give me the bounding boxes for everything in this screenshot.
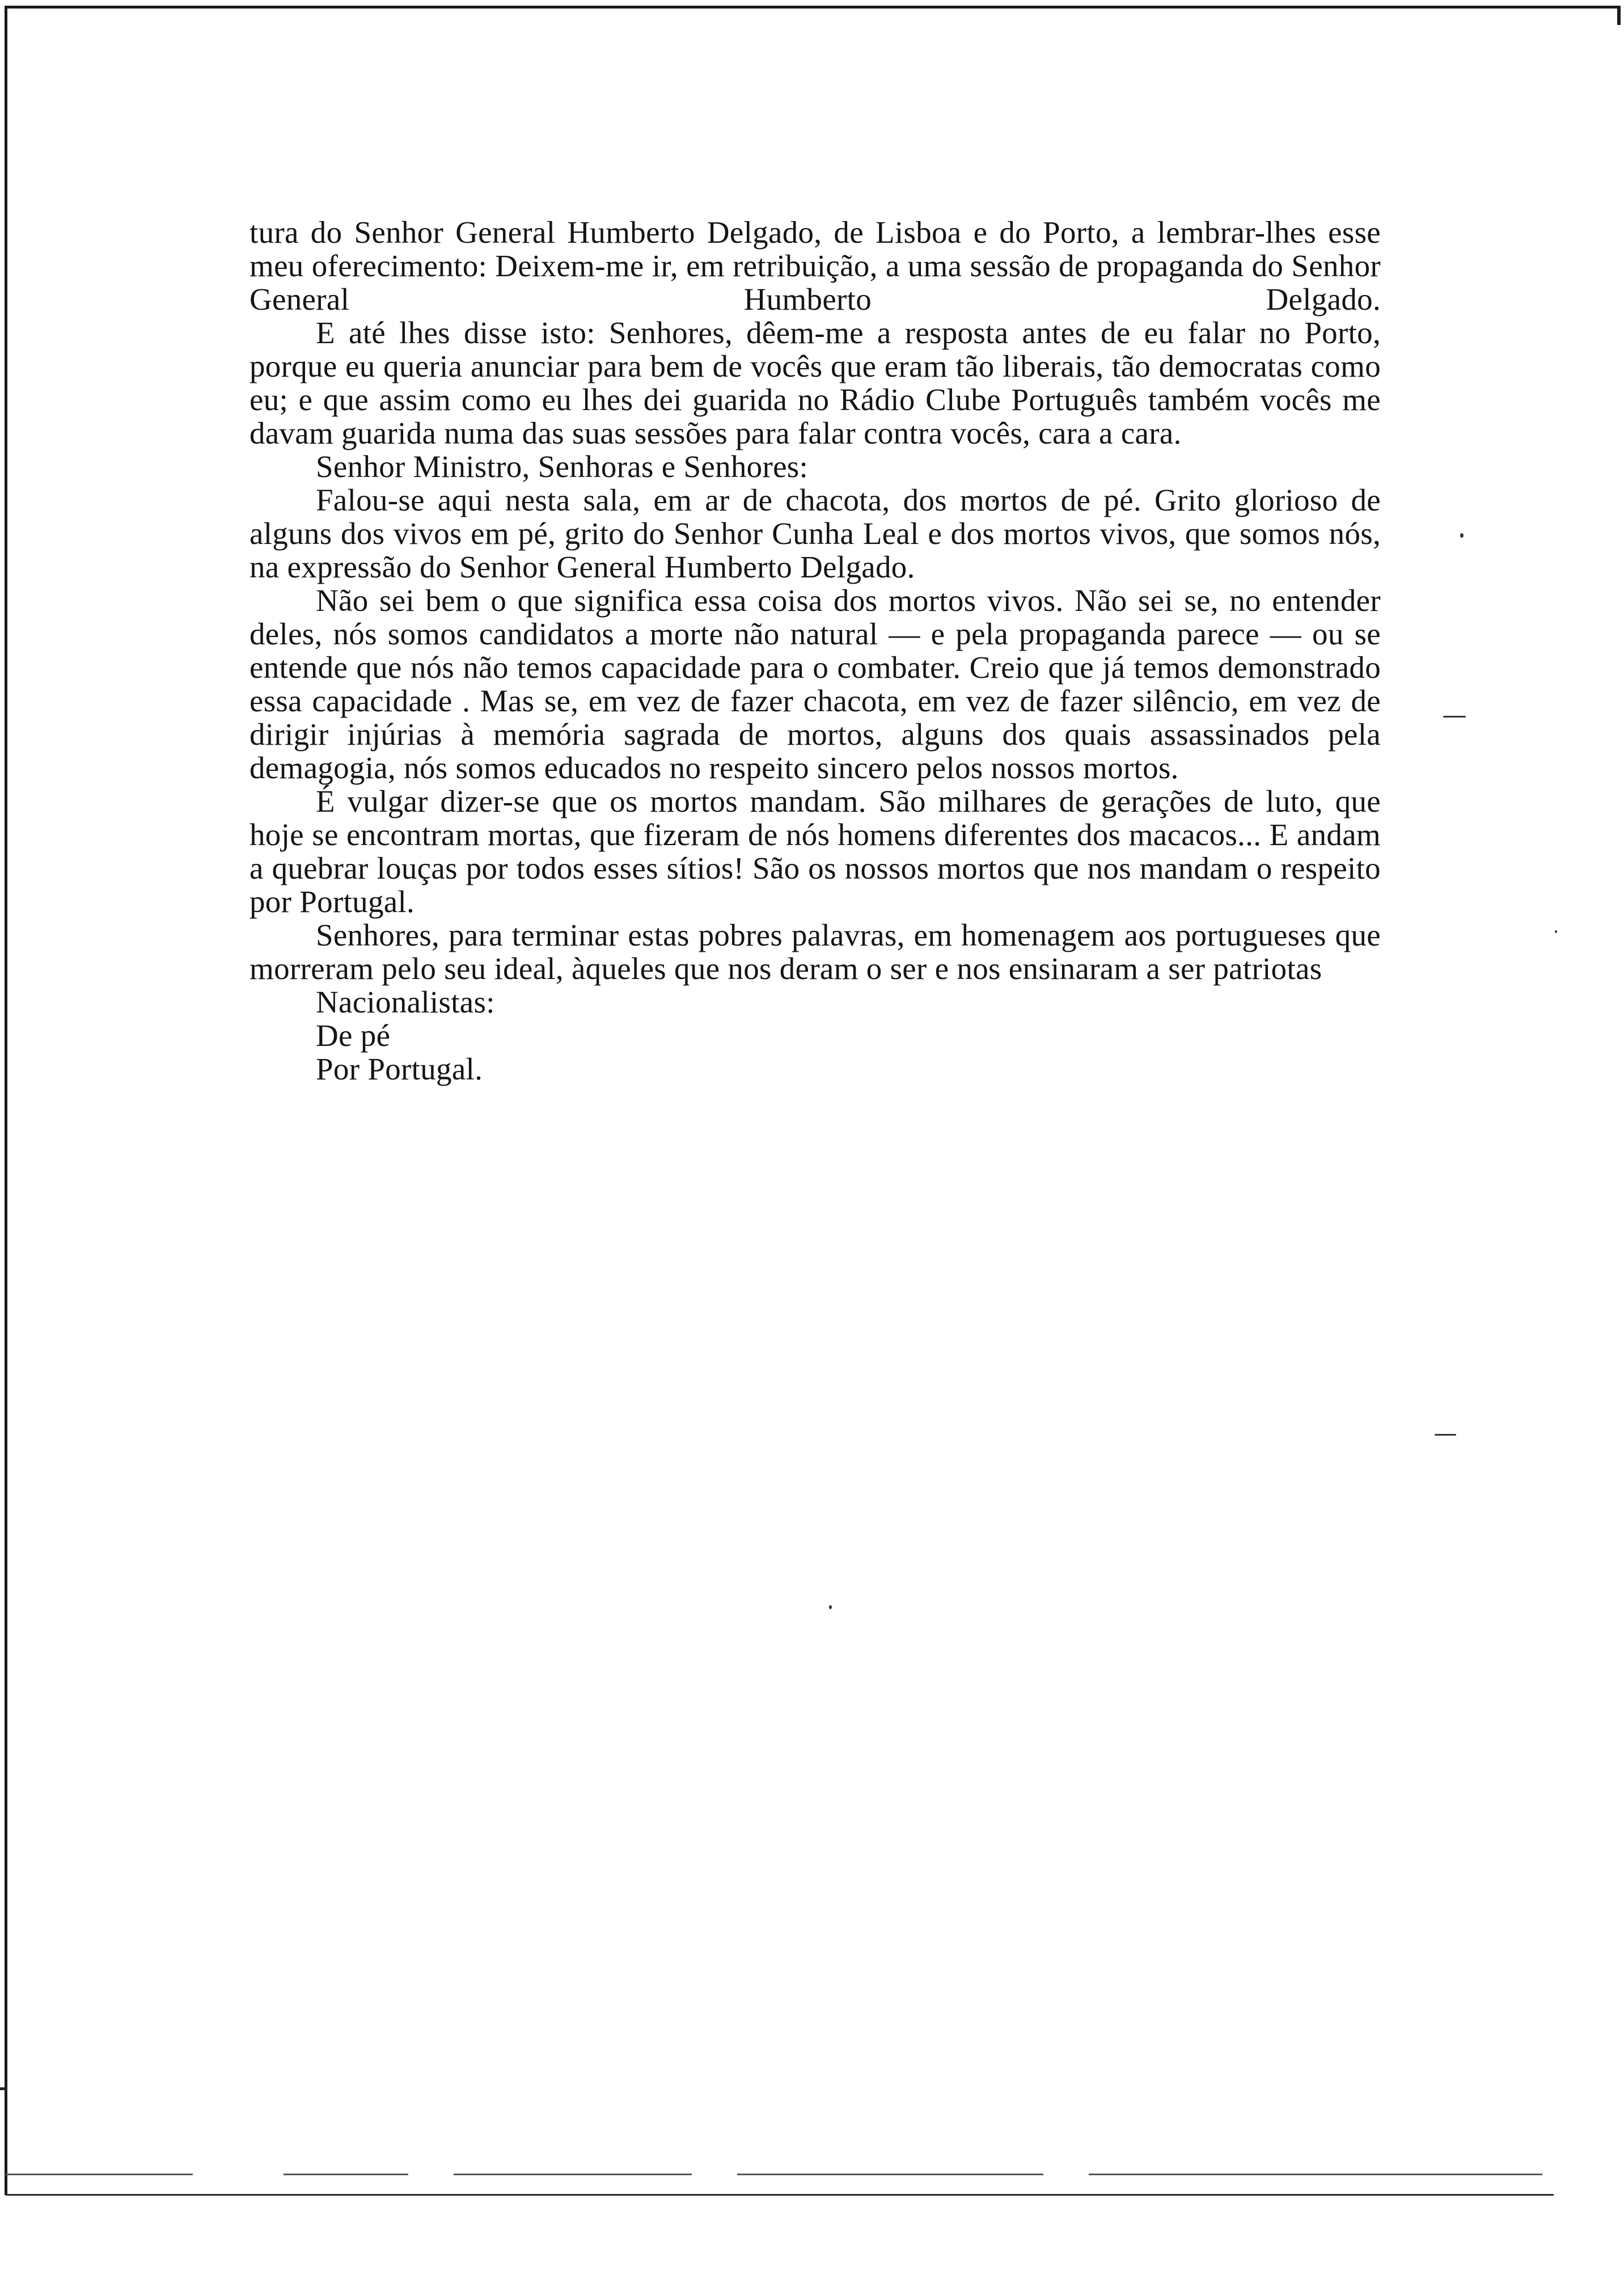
scan-border-bottom-dash (1089, 2174, 1542, 2175)
scan-border-bottom-dash (6, 2174, 193, 2175)
scan-border-bottom-dash (454, 2174, 692, 2175)
paragraph: E até lhes disse isto: Senhores, dêem-me a resposta antes de eu falar no Porto, porque eu queria anunciar para bem de vocês que eram tão liberais, tão democratas como eu; e que assim como eu lhes dei guarida no Rádio Clube Português também vocês me davam guarida numa das suas sessões para falar contra vocês, cara a cara. (249, 315, 1381, 450)
scan-border-bottom-dash (284, 2174, 408, 2175)
paragraph: Senhores, para terminar estas pobres palavras, em homenagem aos portugueses que morreram pelo seu ideal, àqueles que nos deram o ser e nos ensinaram a ser patriotas (249, 918, 1381, 986)
scan-border-left (5, 6, 7, 2195)
closing-line: De pé (316, 1018, 391, 1053)
scan-border-bottom-dash (737, 2174, 1043, 2175)
paragraph: Falou-se aqui nesta sala, em ar de chacota, dos mortos de pé. Grito glorioso de alguns dos vivos em pé, grito do Senhor Cunha Leal e dos mortos vivos, que somos nós, na expressão do Senhor General Humberto Delgado. (249, 483, 1381, 584)
scan-speck (1443, 716, 1466, 718)
closing-line: Por Portugal. (316, 1052, 483, 1086)
scan-edge-mark (0, 2087, 7, 2090)
paragraph: Não sei bem o que significa essa coisa dos mortos vivos. Não sei se, no entender deles, nós somos candidatos a morte não natural — e pela propaganda parece — ou se entende que nós não temos capacidade para o combater. Creio que já temos demonstrado essa capacidade . Mas se, em vez de fazer chacota, em vez de fazer silêncio, em vez de dirigir injúrias à memória sagrada de mortos, alguns dos quais assassinados pela demagogia, nós somos educados no respeito sincero pelos nossos mortos. (249, 583, 1381, 785)
scan-speck (1435, 1434, 1456, 1436)
scan-speck (1460, 533, 1464, 538)
closing-line: Nacionalistas: (316, 985, 495, 1019)
document-body (249, 216, 1381, 1086)
scan-speck (1555, 930, 1557, 933)
scan-border-top (6, 6, 1619, 9)
paragraph-continuation: tura do Senhor General Humberto Delgado, de Lisboa e do Porto, a lembrar-lhes esse meu oferecimento: Deixem-me ir, em retribuição, a uma sessão de propaganda do Senhor General Humberto Delgado. (249, 215, 1381, 317)
paragraph-salutation: Senhor Ministro, Senhoras e Senhores: (316, 449, 809, 484)
scan-border-bottom (6, 2194, 1554, 2196)
paragraph: É vulgar dizer-se que os mortos mandam. São milhares de gerações de luto, que hoje se encontram mortas, que fizeram de nós homens diferentes dos macacos... E andam a quebrar louças por todos esses sítios! São os nossos mortos que nos mandam o respeito por Portugal. (249, 784, 1381, 919)
scan-speck (829, 1605, 832, 1609)
scan-border-right-tick (1617, 6, 1621, 25)
